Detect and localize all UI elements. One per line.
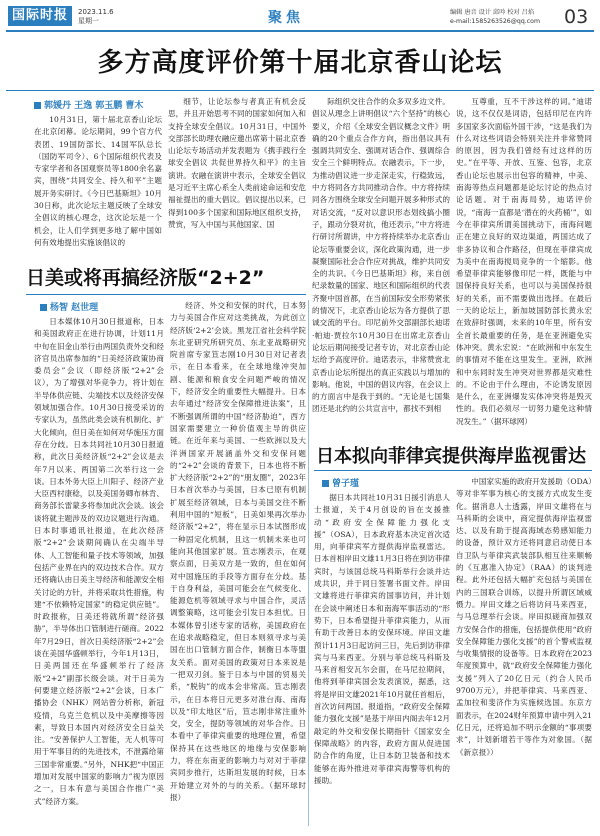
issue-date: 2023.11.6 <box>78 8 114 16</box>
paragraph: 经济、外交和安保的时代，日本努力与美国合作应对这类挑战，为此创立经济版‘2+2’会谈。黑龙江省社会科学院东北亚研究所研究员、东北亚战略研究院首席专家笪志刚10月30日对记者表示，在日本看来，在全球地缘冲突加剧、能源和粮食安全问题严峻的情况下，经济安全的重要性大幅提升。日本去年通过“经济安全保障推进法案”，且不断强调所谓的中国“经济胁迫”，西方国家需要建立一种价值观主导的供应链。在近年来与美国、一些欧洲以及大洋洲国家开展涵盖外交和安保问题的“2+2”会谈的背景下，日本也将不断扩大经济版“2+2”的“朋友圈”，2023年日本首次举办与美国，日本已原有机制扩展至经济领域，日本与美国交往不断利用中国的“短板”，日美如果再次举办经济版“2+2”，将在显示日本试图形成一种固定化机制，且这一机制未来也可能向其他国家扩展。笪志刚表示，在观察点面，日美双方是一致的，但在如何对中国施压的手段等方面存在分歧。基于自身利益，美国可能会在气候变化、能源危机等领域寻求与中国合作，灵活调整策略，这可能会引发日本担忧。日本媒体曾引述专家的话称，美国政府在在追求战略稳定，但日本则须寻求与美国在出口管制方面合作，制衡日本等盟友关系。面对美国的政策对日本来说是一把双刃剑。鉴于日本与中国的贸易关系，“脱钩”的成本会非常高。笪志刚表示，在日本将日元更多对准台海、南海以及“印太地区”后，笪志刚非常注重外交，安全，提防等领域的对华合作。日本看中了菲律宾重要的地理位置，希望保持其在这些地区的地缘与安保影响力，将在东南亚的影响力与对对于菲律宾同步推行，达斯坦发展的时候，日本开始建立对外的与的关系。（据环球时报） <box>170 301 306 802</box>
paragraph: 10月31日，第十届北京香山论坛在北京闭幕。论坛期间，99个官方代表团、19国防部长、14国军队总长（国防军司令）、6个国际组织代表及专家学者和各国观察员等1800余名嘉宾，围绕“共同安全、持久和平”主题展开务实研讨。《今日巴基斯坦》10月30日称，此次论坛主题反映了全球安全倡议的核心理念，这次论坛是一个机会，让人们学到更多地了解中国如何有效地提出实施该倡议的 <box>34 115 162 247</box>
masthead-logo: 国际时报 <box>8 6 72 26</box>
editor-credits <box>450 8 562 26</box>
article3-col-2 <box>456 476 592 826</box>
column-separator <box>308 300 309 826</box>
page-number: 03 <box>564 6 589 28</box>
lead-article-col-1 <box>34 114 162 258</box>
article3-col-1 <box>314 492 450 826</box>
lead-article-headline: 多方高度评价第十届北京香山论坛 <box>97 48 503 78</box>
lead-article-col-4 <box>456 96 592 434</box>
paragraph: 细节，让论坛参与者真正有机会反思，并且开始思考不同的国家如何加入和支持全球安全倡议。10月31日，中国外交部部长助理农融应邀出席第十届北京香山论坛专场活动并发表题为《携手践行全球安全倡议 共促世界持久和平》的主旨演讲。农融在演讲中表示，全球安全倡议是习近平主席心系全人类前途命运和安危福祉提出的重大倡议。倡议提出以来，已得到100多个国家和国际地区组织支持，赞赏，写入中国与其他国家、国 <box>168 97 306 229</box>
paragraph: 据日本共同社10月31日援引消息人士报道，关于4月创设的旨在支援推动“政府安全保障能力强化支援”（OSA），日本政府基本决定首次适用，向菲律宾军方提供海岸监视雷达。日本首相岸田文雄11月3日将在到访菲律宾时，与该国总统马科斯举行会谈并达成共识，并于同日签署书面文件。岸田文雄将进行菲律宾的国事访问，并计划在会谈中阐述日本和南海军事活动的“形势下，日本希望提升菲律宾能力，从而有助于改善日本的安保环境。岸田文雄预计11月3日起访问三日，先后到访菲律宾与马来西亚。分别与菲总统马科斯及马来首相安瓦尔会面，在马尼拉期间，他将到菲律宾国会发表演说，据悉，这将是岸田文雄2021年10月就任首相后，首次访问两国。报道指，“政府安全保障能力强化支援”是基于岸田内阁去年12月敲定的外交和安保长期指针《国家安全保障战略》的内容，政府方面从促进国防合作的角度，让日本防卫装备和技术能够在海外推进对菲律宾海警等机构的援助。 <box>314 493 450 785</box>
byline-authors: 曾子瑾 <box>332 479 360 489</box>
paragraph: 日本媒体10月30日报道称，日本和美国政府正在进行协调，计划11月中旬在旧金山举行由两国负责外交和经济官员出席参加的“日美经济政策协商委员会”会议（即经济版“2+2”会议），为了增强对华竞争力，将计划在半导体供应链、尖端技术以及经济安保领域加强合作。10月30日接受采访的专家认为，虽然此类会谈有机制化、扩大化倾向，但日美在如何对华施压方面存在分歧。日本共同社10月30日报道称，此次日美经济版“2+2”会议是去年7月以来、两国第二次举行这一会谈。日本外务大臣上川阳子、经济产业大臣西村康稔，以及美国务卿布林肯、商务部长雷蒙多将参加此次会谈。该会谈将就主题涉及的双边议题进行沟通。日本时事通讯社报道，在此次经济版“2+2”会谈期间确认在尖端半导体、人工智能和量子技术等领域，加强包括产业界在内的双边技术合作。双方还将确认由日美主导经济和能源安全相关讨论的方针，并将采取共性措施，构建“不依赖特定国家”的稳定供应链”。时政报称，日美还将就所谓“经济强胁”，半导体出口管制进行磋商。2022年7月29日，首次日美经济版“2+2”会谈在美国华盛顿举行，今年1月13日，日美两国还在华盛顿举行了经济版“2+2”副部长级会谈。对于日美为何要建立经济版“2+2”会谈，日本广播协会（NHK）网站曾分析称，新冠疫情，乌克兰危机以及中美摩擦等因素，导致日本国内对经济安全日益关注。“安善保护人工智能，无人机等可用于军事目的的先进技术，不泄露给第三国非常重要。”另外，NHK把“中国正增加对发展中国家的影响力”视为原因之一，日本有意与美国合作推广“美式”经济方案。 <box>34 317 164 806</box>
credits-email: e-mail:1585263526@qq.com <box>450 18 540 25</box>
article2-col-2 <box>170 300 306 820</box>
paragraph: 中国家实施的政府开发援助（ODA）等对非军事为核心的支援方式成发生变化。据消息人士透露，岸田文雄将在与马科斯的会谈中，商定提供海岸监视雷达、以及有助于提高海域态势感知能力的设备，预计双方还将同意启动使日本自卫队与菲律宾武装部队相互往来顺畅的《互惠准入协定》（RAA）的谈判进程。此外还包括大幅扩充包括与美国在内的三国联合训练，以提升所谓区域威慑力。岸田文雄之后将访问马来西亚，与马总理举行会谈。岸田拟磋商加强双方安保合作的措施，包括提供使用“政府安全保障能力强化支援”的首个警戒监视与收集情报的设备等。日本政府在2023年度预算中，就“政府安全保障能力强化支援”列入了20亿日元（约合人民币9700万元），并把菲律宾、马来西亚、孟加拉和斐济作为实施候选国。东京方面表示，在2024财年预算申请中列入21亿日元，还将追加不明示金额的“事项要求”，计划新增若干等作为对象国。（据《新京报》） <box>456 477 592 757</box>
byline-authors: 郭媛丹 王逸 郭玉鹏 曹木 <box>44 101 144 111</box>
paragraph: 互尊重，互不干涉这样的词。”迪诺说，这不仅仅是词语，包括印尼在内许多国家多次面临外国干涉，“这是我们为什么对这些词语会特别关注并非常赞同的原因，因为我们曾经有过这样的历史。”在平等、开放、互鉴、包容，北京香山论坛也展示出包容的精神，中美、南海等热点问题都是论坛讨论的热点讨论话题。对于南海局势，迪诺评价说，“南海一直都是‘潜在的火药桶’”，如今在菲律宾所谓美国挑动下，南海问题正在建立良好的双边渠道，两国达成了非多协议和合作路径，但现在菲律宾成为美中在南海搅局竞争的一个缩影。他希望菲律宾能够像印尼一样，既能与中国保持良好关系，也可以与美国保持很好的关系，而不需要做出选择。在最后一天的论坛上，新加坡国防部长黄永宏在致辞时强调，未来的10年里，所有安全首长最重要的任务，是在亚洲避免实体冲突。黄永宏说：“在欧洲和中东发生的事情对不能在这里发生。亚洲，欧洲和中东同时发生冲突对世界都是灾难性的。不论由于什么理由，不论诱发原因是什么，在亚洲爆发实体冲突将是毁灭性的。我们必须尽一切努力避免这种情况发生。”（据环球网） <box>456 97 592 426</box>
lead-article-byline <box>34 98 143 111</box>
byline-marker-icon <box>322 480 329 487</box>
paragraph: 际组织交往合作的众多双多边文件。倡议从理念上讲明倡议“六个坚持”的核心要义，介绍《全球安全倡议概念文件》明确的20个重点合作方向，指出倡议具有强调共同安全、强调对话合作、强调综合安全三个鲜明特点。农融表示，下一步，为推动倡议进一步走深走实，行稳致远，中方将同各方共同推动合作。中方将持续同各方围绕全球安全问题开展多种形式的对话交流，“反对以意识形态划线搞小圈子，跟动分裂对抗，他还表示，”中方将进行研讨所谓讲，中方将持续举办北京香山论坛等重要会议，深化政策沟通，进一步凝聚国际社会合作应对挑战，维护共同安全的共识。《今日巴基斯坦》称，来自创纪录数量的国家、地区和国际组织的代表齐聚中国首都，在当前国际安全形势紧张的情况下，北京香山论坛为各方提供了思诚交流的平台。印尼前外交部副部长迪诺·帕迪·贾拉尔10月30日在出席北京香山论坛后期间接受记者专访，对北京香山论坛给予高度评价。迪诺表示，非常赞赏北京香山论坛所提出的真正实践以与增加的影响。他说，中国的倡议内容，在会议上的方面言中是我于到的。“无论是七国集团还是北约的公共宣言中，都找不到相 <box>312 97 450 414</box>
issue-weekday: 星期一 <box>78 17 99 25</box>
byline-authors: 杨智 赵世理 <box>50 303 99 313</box>
article3-byline <box>322 476 359 489</box>
section-title: 聚焦 <box>268 10 304 26</box>
issue-date-block <box>78 8 114 26</box>
article2-byline <box>40 300 98 313</box>
byline-marker-icon <box>34 102 41 109</box>
article2-headline: 日美或将再搞经济版“2+2” <box>26 267 265 289</box>
credits-staff: 编辑 唐音 设计 邱吟 校对 吕焰 <box>450 9 535 16</box>
byline-marker-icon <box>40 304 47 311</box>
lead-article-col-3 <box>312 96 450 444</box>
article2-col-1 <box>34 316 164 826</box>
article3-divider <box>314 470 592 471</box>
headline-divider <box>6 90 594 91</box>
article3-headline: 日本拟向菲律宾提供海岸监视雷达 <box>316 446 586 467</box>
article2-divider <box>26 294 306 295</box>
header-divider <box>6 30 594 32</box>
